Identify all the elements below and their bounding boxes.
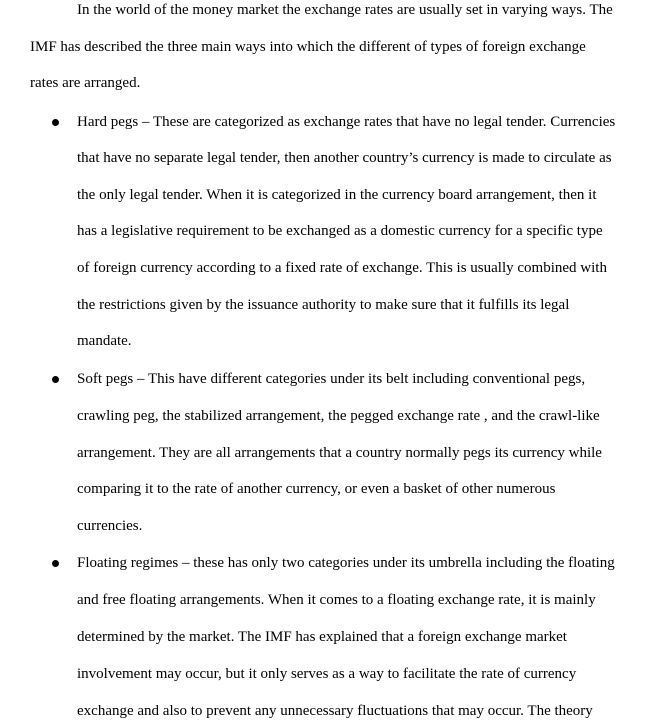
text-line: rates are arranged. <box>30 75 141 91</box>
text-line: determined by the market. The IMF has explained that a foreign exchange market <box>77 629 567 645</box>
text-line: currencies. <box>77 518 143 534</box>
bullet-icon <box>52 119 59 126</box>
text-line: Soft pegs – This have different categories under its belt including conventional pegs, <box>77 371 586 387</box>
text-line: IMF has described the three main ways into which the different of types of foreign exchange <box>30 39 586 55</box>
text-line: arrangement. They are all arrangements that a country normally pegs its currency while <box>77 445 602 461</box>
bullet-icon <box>52 376 59 383</box>
text-line: In the world of the money market the exchange rates are usually set in varying ways. The <box>77 2 613 18</box>
text-line: has a legislative requirement to be exchanged as a domestic currency for a specific type <box>77 223 603 239</box>
bullet-icon <box>52 560 59 567</box>
text-line: comparing it to the rate of another currency, or even a basket of other numerous <box>77 481 556 497</box>
text-line: mandate. <box>77 333 132 349</box>
text-line: of foreign currency according to a fixed rate of exchange. This is usually combined with <box>77 260 607 276</box>
text-line: the restrictions given by the issuance authority to make sure that it fulfills its legal <box>77 297 570 313</box>
text-line: that have no separate legal tender, then another country’s currency is made to circulate as <box>77 150 612 166</box>
text-line: and free floating arrangements. When it comes to a floating exchange rate, it is mainly <box>77 592 596 608</box>
text-line: involvement may occur, but it only serves as a way to facilitate the rate of currency <box>77 666 577 682</box>
text-line: Floating regimes – these has only two categories under its umbrella including the floating <box>77 555 615 571</box>
text-line: crawling peg, the stabilized arrangement, the pegged exchange rate , and the crawl-like <box>77 408 600 424</box>
text-line: exchange and also to prevent any unnecessary fluctuations that may occur. The theory <box>77 703 593 719</box>
text-line: Hard pegs – These are categorized as exchange rates that have no legal tender. Currencies <box>77 114 616 130</box>
text-line: the only legal tender. When it is categorized in the currency board arrangement, then it <box>77 187 597 203</box>
